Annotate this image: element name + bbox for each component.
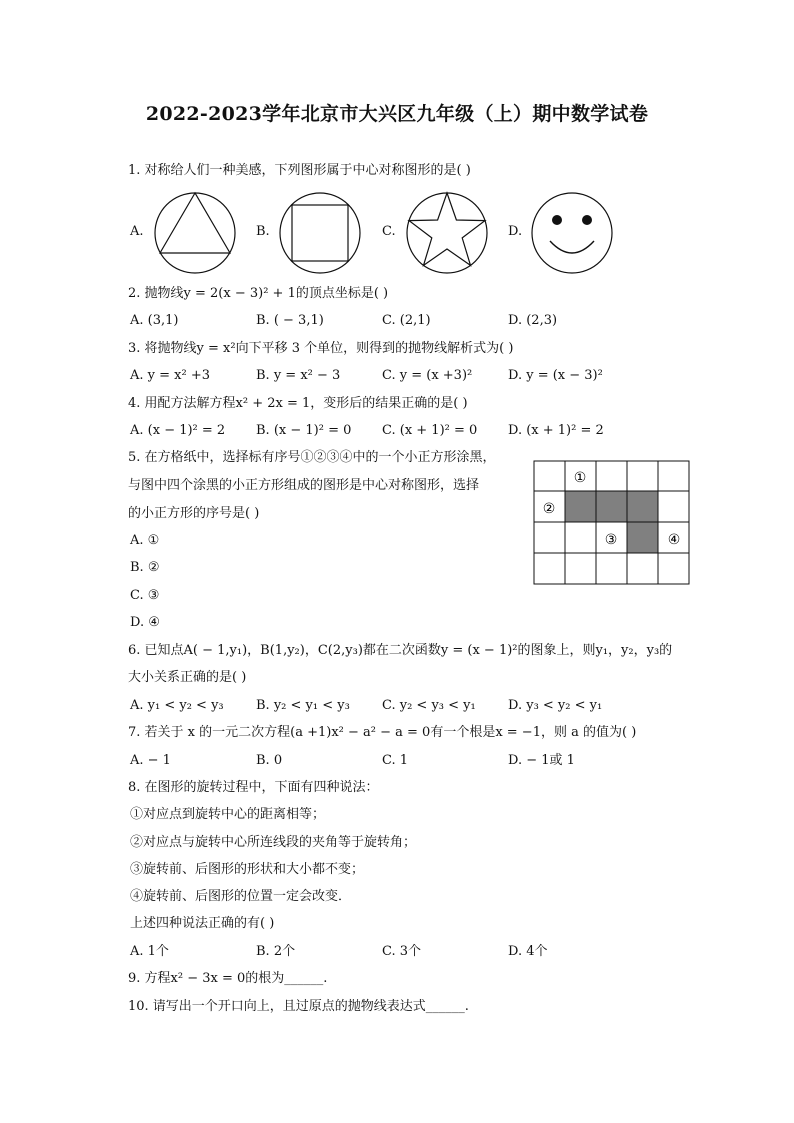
circle-triangle-figure (150, 191, 240, 275)
q3-option-d[interactable]: D. y = (x − 3)² (508, 368, 603, 383)
question-1-text: 1. 对称给人们一种美感，下列图形属于中心对称图形的是( ) (128, 163, 471, 178)
q5-option-d[interactable]: D. ④ (130, 615, 160, 630)
circle-star-figure (404, 191, 490, 275)
q2-option-c[interactable]: C. (2,1) (382, 313, 431, 328)
q8-option-b[interactable]: B. 2个 (256, 944, 296, 959)
q8-option-c[interactable]: C. 3个 (382, 944, 422, 959)
question-10-text: 10. 请写出一个开口向上，且过原点的抛物线表达式______. (128, 999, 469, 1014)
question-5-text-line-1: 5. 在方格纸中，选择标有序号①②③④中的一个小正方形涂黑， (128, 450, 496, 465)
grid-label-1: ① (573, 470, 587, 486)
q7-option-c[interactable]: C. 1 (382, 753, 409, 768)
q8-statement-1: ①对应点到旋转中心的距离相等； (130, 807, 326, 822)
q7-option-a[interactable]: A. − 1 (130, 753, 171, 768)
shaded-square (627, 522, 658, 553)
grid-label-2: ② (542, 501, 556, 517)
q8-statement-3: ③旋转前、后图形的形状和大小都不变； (130, 862, 365, 877)
q8-statement-4: ④旋转前、后图形的位置一定会改变． (130, 889, 352, 904)
q4-option-c[interactable]: C. (x + 1)² = 0 (382, 423, 478, 438)
question-8-text: 8. 在图形的旋转过程中，下面有四种说法： (128, 780, 379, 795)
q6-option-c[interactable]: C. y₂ < y₃ < y₁ (382, 698, 476, 713)
question-4-options (130, 422, 690, 440)
question-3-text: 3. 将抛物线y = x²向下平移 3 个单位，则得到的抛物线解析式为( ) (128, 341, 514, 356)
q6-option-a[interactable]: A. y₁ < y₂ < y₃ (130, 698, 224, 713)
q5-option-b[interactable]: B. ② (130, 560, 160, 575)
q3-option-b[interactable]: B. y = x² − 3 (256, 368, 341, 383)
q3-option-a[interactable]: A. y = x² +3 (130, 368, 210, 383)
question-4-text: 4. 用配方法解方程x² + 2x = 1，变形后的结果正确的是( ) (128, 396, 468, 411)
q5-option-a[interactable]: A. ① (130, 533, 160, 548)
question-9-text: 9. 方程x² − 3x = 0的根为______. (128, 971, 328, 986)
shaded-square (627, 491, 658, 522)
question-6-text-line-1: 6. 已知点A( − 1,y₁)，B(1,y₂)，C(2,y₃)都在二次函数y = (x − 1)²的图象上，则y₁，y₂，y₃的 (128, 643, 673, 658)
q8-option-a[interactable]: A. 1个 (130, 944, 169, 959)
question-5-text-line-2: 与图中四个涂黑的小正方形组成的图形是中心对称图形，选择 (128, 478, 480, 493)
square-grid-figure (533, 460, 691, 586)
option-label: A. (130, 224, 144, 239)
question-7-options (130, 752, 690, 770)
question-5-text-line-3: 的小正方形的序号是( ) (128, 506, 260, 521)
question-6-text-line-2: 大小关系正确的是( ) (128, 670, 247, 685)
q6-option-b[interactable]: B. y₂ < y₁ < y₃ (256, 698, 350, 713)
q7-option-d[interactable]: D. − 1或 1 (508, 753, 575, 768)
question-2-text: 2. 抛物线y = 2(x − 3)² + 1的顶点坐标是( ) (128, 286, 389, 301)
grid-label-3: ③ (604, 532, 618, 548)
q4-option-a[interactable]: A. (x − 1)² = 2 (130, 423, 226, 438)
q2-option-b[interactable]: B. ( − 3,1) (256, 313, 324, 328)
page-title: 2022-2023学年北京市大兴区九年级（上）期中数学试卷 (145, 103, 649, 125)
circle-square-figure (278, 191, 362, 275)
q6-option-d[interactable]: D. y₃ < y₂ < y₁ (508, 698, 603, 713)
q7-option-b[interactable]: B. 0 (256, 753, 283, 768)
q8-question-prompt: 上述四种说法正确的有( ) (130, 916, 275, 931)
question-6-options (130, 697, 690, 715)
option-label: D. (508, 224, 523, 239)
option-label: C. (382, 224, 396, 239)
shaded-square (565, 491, 596, 522)
q8-option-d[interactable]: D. 4个 (508, 944, 548, 959)
q4-option-d[interactable]: D. (x + 1)² = 2 (508, 423, 604, 438)
question-8-options (130, 943, 690, 961)
question-7-text: 7. 若关于 x 的一元二次方程(a +1)x² − a² − a = 0有一个根是x = −1，则 a 的值为( ) (128, 725, 637, 740)
q3-option-c[interactable]: C. y = (x +3)² (382, 368, 473, 383)
q4-option-b[interactable]: B. (x − 1)² = 0 (256, 423, 352, 438)
shaded-square (596, 491, 627, 522)
smiley-face-figure (530, 191, 614, 275)
q2-option-d[interactable]: D. (2,3) (508, 313, 558, 328)
q2-option-a[interactable]: A. (3,1) (130, 313, 179, 328)
question-2-options (130, 312, 690, 330)
option-label: B. (256, 224, 270, 239)
grid-label-4: ④ (667, 532, 681, 548)
q8-statement-2: ②对应点与旋转中心所连线段的夹角等于旋转角； (130, 835, 417, 850)
q5-option-c[interactable]: C. ③ (130, 588, 160, 603)
question-3-options (130, 367, 690, 385)
